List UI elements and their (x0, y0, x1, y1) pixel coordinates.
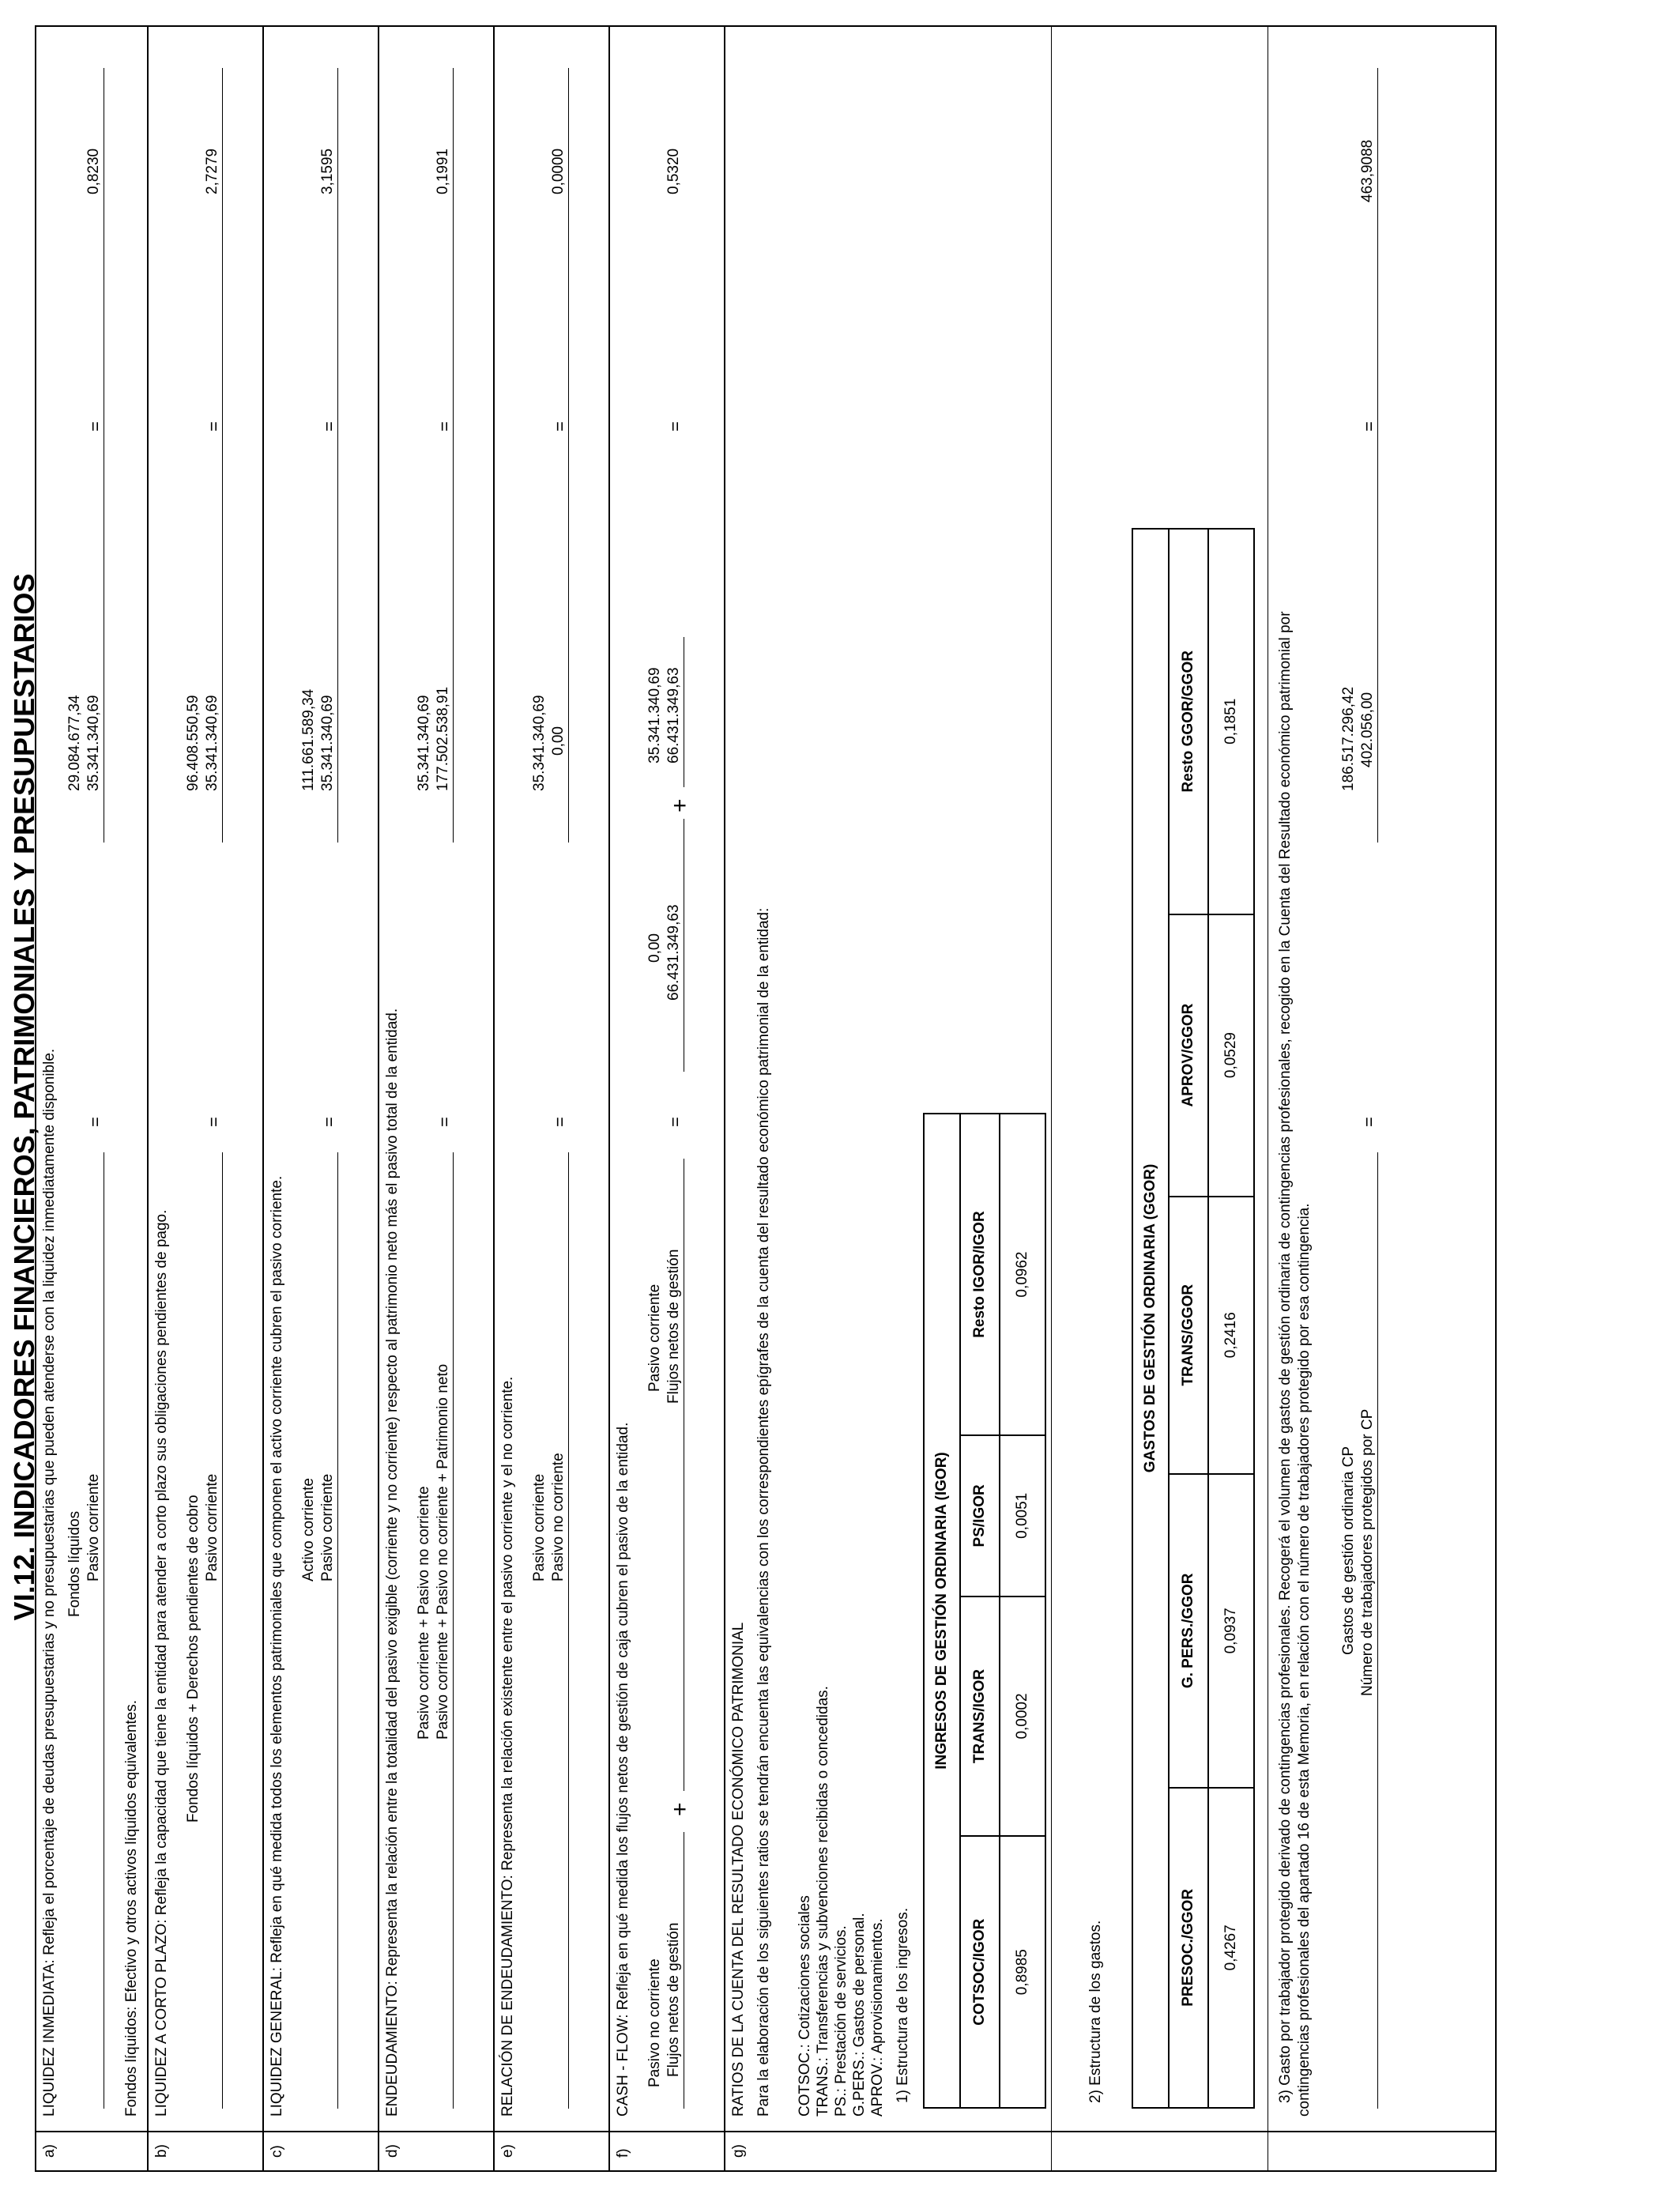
expenses-value-resto: 0,1851 (1208, 529, 1254, 914)
numerator-label: Pasivo corriente (531, 1473, 548, 1581)
numerator-value: 35.341.340,69 (416, 695, 432, 791)
fraction-line (568, 68, 569, 843)
section-g (724, 27, 1495, 2170)
section-f (608, 27, 724, 2170)
section-letter: f) (615, 2148, 631, 2158)
income-header-trans: TRANS/IGOR (960, 1596, 1000, 1837)
plus-sign: + (667, 1802, 693, 1816)
expenses-structure-label: 2) Estructura de los gastos. (1087, 1920, 1104, 2103)
cp-numerator-label: Gastos de gestión ordinaria CP (1340, 1446, 1357, 1655)
cp-description-line-1: 3) Gasto por trabajador protegido derivado de contingencias profesionales. Recogerá el volumen de gastos de gestión ordinaria de contingencias profesionales, recogido en la Cuenta del Resultado económico patrimonial por (1277, 611, 1294, 2103)
denominator-value: 35.341.340,69 (85, 695, 102, 791)
numerator-label: Pasivo corriente + Pasivo no corriente (416, 1486, 432, 1740)
numerator-label: Fondos líquidos (66, 1510, 83, 1617)
legend-item: APROV.: Aprovisionamientos. (869, 1918, 886, 2117)
ratio-result: 2,7279 (204, 148, 220, 194)
expenses-table-caption: GASTOS DE GESTIÓN ORDINARIA (GGOR) (1132, 529, 1169, 2108)
value-2-numerator: 35.341.340,69 (646, 667, 663, 763)
equals-sign: = (435, 1117, 454, 1127)
fraction-2-denominator: Flujos netos de gestión (665, 1249, 682, 1404)
section-letter: d) (384, 2144, 401, 2158)
subsection-separator (1051, 27, 1052, 2170)
fraction-line (337, 1152, 338, 2109)
legend-item: COTSOC.: Cotizaciones sociales (797, 1895, 813, 2117)
numerator-value: 96.408.550,59 (185, 695, 202, 791)
section-description: LIQUIDEZ A CORTO PLAZO: Refleja la capacidad que tiene la entidad para atender a corto plazo sus obligaciones pendientes de pago. (153, 1209, 170, 2117)
fraction-line (222, 1152, 223, 2109)
equals-sign: = (204, 421, 224, 432)
fraction-line (222, 68, 223, 843)
income-value-cotsoc: 0,8985 (1000, 1836, 1045, 2108)
cp-numerator-value: 186.517.296,42 (1340, 686, 1357, 791)
section-letter: g) (730, 2144, 747, 2158)
section-description: RELACIÓN DE ENDEUDAMIENTO: Representa la relación existente entre el pasivo corriente y el no corriente. (499, 1376, 516, 2117)
legend-item: TRANS.: Transferencias y subvenciones recibidas o concedidas. (815, 1686, 831, 2117)
expenses-header-aprov: APROV/GGOR (1169, 914, 1208, 1197)
expenses-value-trans: 0,2416 (1208, 1197, 1254, 1474)
legend-item: PS.: Prestación de servicios. (833, 1925, 849, 2117)
equals-sign: = (550, 421, 570, 432)
section-letter: b) (153, 2144, 170, 2158)
equals-sign: = (204, 1117, 224, 1127)
section-letter: c) (269, 2145, 285, 2158)
section-footnote: Fondos líquidos: Efectivo y otros activos líquidos equivalentes. (123, 1699, 140, 2117)
equals-sign: = (665, 421, 685, 432)
numerator-label: Fondos líquidos + Derechos pendientes de cobro (185, 1495, 202, 1823)
section-description: LIQUIDEZ INMEDIATA: Refleja el porcentaje de deudas presupuestarias y no presupuestarias que pueden atenderse con la liquidez inmediatamente disponible. (41, 1048, 58, 2117)
indicators-frame (35, 25, 1497, 2172)
denominator-label: Pasivo corriente (319, 1473, 336, 1581)
expenses-value-presoc: 0,4267 (1208, 1788, 1254, 2108)
denominator-value: 35.341.340,69 (204, 695, 220, 791)
expenses-table (1132, 528, 1255, 2109)
cp-result: 463,9088 (1359, 139, 1376, 202)
income-header-ps: PS/IGOR (960, 1435, 1000, 1596)
numerator-label: Activo corriente (300, 1478, 317, 1581)
fraction-1-numerator: Pasivo no corriente (646, 1958, 663, 2087)
equals-sign: = (1359, 421, 1379, 432)
section-heading: RATIOS DE LA CUENTA DEL RESULTADO ECONÓMICO PATRIMONIAL (730, 1622, 747, 2117)
ratio-result: 0,5320 (665, 148, 682, 194)
value-2-denominator: 66.431.349,63 (665, 667, 682, 763)
numerator-value: 111.661.589,34 (300, 688, 317, 791)
ratio-result: 3,1595 (319, 148, 336, 194)
cp-description-line-2: contingencias profesionales del apartado 16 de esta Memoria, en relación con el número de trabajadores protegido por esa contingencia. (1296, 1203, 1313, 2117)
equals-sign: = (665, 1117, 685, 1127)
equals-sign: = (319, 1117, 339, 1127)
expenses-value-aprov: 0,0529 (1208, 914, 1254, 1197)
fraction-2-numerator: Pasivo corriente (646, 1284, 663, 1392)
ratio-result: 0,1991 (435, 148, 451, 194)
equals-sign: = (319, 421, 339, 432)
equals-sign: = (85, 1117, 105, 1127)
section-c (262, 27, 378, 2170)
income-table (923, 1113, 1046, 2109)
section-letter: a) (41, 2144, 58, 2158)
expenses-header-trans: TRANS/GGOR (1169, 1197, 1208, 1474)
income-value-ps: 0,0051 (1000, 1435, 1045, 1596)
equals-sign: = (435, 421, 454, 432)
section-description: LIQUIDEZ GENERAL: Refleja en qué medida todos los elementos patrimoniales que componen el activo corriente cubren el pasivo corriente. (269, 1175, 285, 2117)
fraction-line (453, 1152, 454, 2109)
income-table-caption: INGRESOS DE GESTIÓN ORDINARIA (IGOR) (924, 1114, 960, 2108)
cp-denominator-label: Número de trabajadores protegidos por CP (1359, 1408, 1376, 1696)
plus-sign: + (667, 798, 693, 812)
denominator-label: Pasivo corriente (85, 1473, 102, 1581)
equals-sign: = (550, 1117, 570, 1127)
denominator-label: Pasivo no corriente (550, 1453, 567, 1581)
equals-sign: = (85, 421, 105, 432)
value-1-denominator: 66.431.349,63 (665, 904, 682, 1001)
denominator-label: Pasivo corriente (204, 1473, 220, 1581)
denominator-value: 177.502.538,91 (435, 686, 451, 791)
denominator-value: 0,00 (550, 726, 567, 756)
fraction-line (1377, 1152, 1378, 2109)
legend-item: G.PERS.: Gastos de personal. (851, 1913, 868, 2117)
expenses-header-resto: Resto GGOR/GGOR (1169, 529, 1208, 914)
fraction-1-denominator: Flujos netos de gestión (665, 1922, 682, 2077)
ratio-result: 0,8230 (85, 148, 102, 194)
denominator-value: 35.341.340,69 (319, 695, 336, 791)
section-description: ENDEUDAMIENTO: Representa la relación entre la totalidad del pasivo exigible (corriente y no corriente) respecto al patrimonio neto más el pasivo total de la entidad. (384, 1008, 401, 2117)
income-header-cotsoc: COTSOC/IGOR (960, 1836, 1000, 2108)
income-header-resto: Resto IGOR/IGOR (960, 1114, 1000, 1435)
fraction-line (1377, 68, 1378, 843)
section-e (493, 27, 608, 2170)
section-b (147, 27, 262, 2170)
numerator-value: 29.084.677,34 (66, 695, 83, 791)
numerator-value: 35.341.340,69 (531, 695, 548, 791)
section-intro: Para la elaboración de los siguientes ratios se tendrán encuenta las equivalencias con los correspondientes epígrafes de la cuenta del resultado económico patrimonial de la entidad: (755, 907, 772, 2117)
income-value-resto: 0,0962 (1000, 1114, 1045, 1435)
expenses-header-presoc: PRESOC./GGOR (1169, 1788, 1208, 2108)
fraction-line (453, 68, 454, 843)
cp-denominator-value: 402.056,00 (1359, 692, 1376, 767)
fraction-line (568, 1152, 569, 2109)
section-description: CASH - FLOW: Refleja en qué medida los flujos netos de gestión de caja cubren el pasivo de la entidad. (615, 1422, 631, 2117)
value-1-numerator: 0,00 (646, 933, 663, 963)
denominator-label: Pasivo corriente + Pasivo no corriente + Patrimonio neto (435, 1363, 451, 1740)
expenses-header-gpers: G. PERS./GGOR (1169, 1474, 1208, 1788)
equals-sign: = (1359, 1117, 1379, 1127)
section-d (378, 27, 493, 2170)
fraction-line (337, 68, 338, 843)
page-title: VI.12. INDICADORES FINANCIEROS, PATRIMONIALES Y PRESUPUESTARIOS (8, 573, 40, 1621)
income-value-trans: 0,0002 (1000, 1596, 1045, 1837)
income-structure-label: 1) Estructura de los ingresos. (895, 1907, 911, 2103)
section-letter: e) (499, 2144, 516, 2158)
expenses-value-gpers: 0,0937 (1208, 1474, 1254, 1788)
ratio-result: 0,0000 (550, 148, 567, 194)
